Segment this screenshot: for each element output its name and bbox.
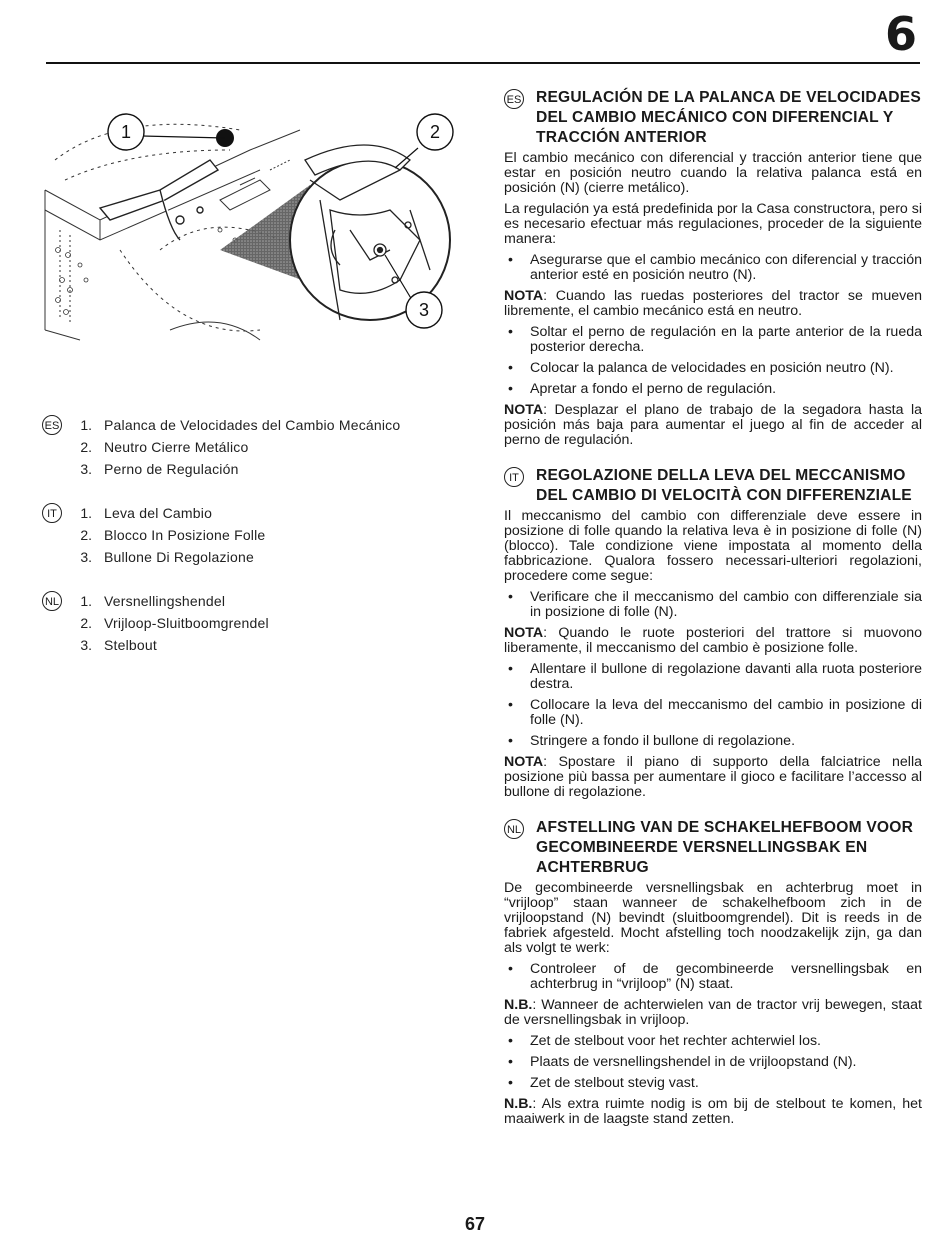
paragraph: La regulación ya está predefinida por la Casa constructora, pero si es necesario efectuar más regulaciones, proceder de la siguiente manera: — [504, 201, 922, 247]
section-title: AFSTELLING VAN DE SCHAKELHEFBOOM VOOR GECOMBINEERDE VERSNELLINGSBAK EN ACHTERBRUG — [536, 819, 914, 876]
legend-number: 2. — [80, 527, 92, 543]
legend-text: Vrijloop-Sluitboomgrendel — [104, 615, 269, 631]
legend-text: Bullone Di Regolazione — [104, 549, 254, 565]
note — [504, 1097, 922, 1127]
section-heading — [504, 88, 922, 148]
note-text: : Als extra ruimte nodig is om bij de stelbout te komen, het maaiwerk in de laagste stand zetten. — [504, 1096, 922, 1127]
bullet-text: Zet de stelbout voor het rechter achterwiel los. — [530, 1033, 821, 1049]
legend-number: 3. — [80, 461, 92, 477]
bullet-text: Collocare la leva del meccanismo del cambio in posizione di folle (N). — [530, 697, 922, 728]
legend-text: Versnellingshendel — [104, 593, 226, 609]
callout-2 — [417, 114, 453, 150]
callout-3 — [406, 292, 442, 328]
bullet-item — [504, 1055, 922, 1070]
note — [504, 998, 922, 1028]
header-rule — [46, 62, 920, 64]
legend-row — [42, 502, 482, 524]
section-es — [504, 88, 922, 448]
page-number: 67 — [464, 1214, 486, 1234]
legend-number: 3. — [80, 549, 92, 565]
legend-number: 1. — [80, 593, 92, 609]
legend-row — [42, 590, 482, 612]
bullet-icon: • — [508, 1054, 513, 1070]
bullet-item — [504, 962, 922, 992]
legend-group-nl — [42, 590, 482, 656]
section-nl — [504, 818, 922, 1127]
chapter-number: 6 — [884, 7, 918, 61]
paragraph: Il meccanismo del cambio con differenziale deve essere in posizione di folle quando la relativa leva è in posizione di folle (N) (blocco). Tale condizione viene impostata al momento della fabbricazione. Qualora fossero necessari-ulteriori regolazioni, procedere come segue: — [504, 508, 922, 584]
note-label: N.B. — [504, 1096, 533, 1112]
section-title: REGOLAZIONE DELLA LEVA DEL MECCANISMO DEL CAMBIO DI VELOCITÀ CON DIFFERENZIALE — [536, 467, 912, 504]
paragraph: De gecombineerde versnellingsbak en achterbrug moet in “vrijloop” staan wanneer de schakelhefboom zich in de vrijloopstand (N) bevindt (sluitboomgrendel). Dit is reeds in de fabriek afgesteld. Mocht afstelling toch noodzakelijk zijn, ga dan als volgt te werk: — [504, 880, 922, 956]
bullet-icon: • — [508, 360, 513, 376]
bullet-icon: • — [508, 381, 513, 397]
legend-row — [42, 436, 482, 458]
section-title: REGULACIÓN DE LA PALANCA DE VELOCIDADES DEL CAMBIO MECÁNICO CON DIFERENCIAL Y TRACCIÓN ANTERIOR — [536, 89, 921, 146]
legend-row — [42, 414, 482, 436]
legend-number: 2. — [80, 439, 92, 455]
bullet-icon: • — [508, 324, 513, 340]
callout-1-label: 1 — [120, 122, 132, 142]
note-label: NOTA — [504, 754, 544, 770]
callout-3-label: 3 — [418, 300, 430, 320]
note-text: : Cuando las ruedas posteriores del tractor se mueven libremente, el cambio mecánico está en neutro. — [504, 288, 922, 319]
bullet-item — [504, 1076, 922, 1091]
bullet-text: Verificare che il meccanismo del cambio con differenziale sia in posizione di folle (N). — [530, 589, 922, 620]
legend-group-it — [42, 502, 482, 568]
bullet-item — [504, 698, 922, 728]
note-text: : Desplazar el plano de trabajo de la segadora hasta la posición más baja para aumentar el juego al fin de acceder al perno de regulación. — [504, 402, 922, 448]
bullet-text: Plaats de versnellingshendel in de vrijloopstand (N). — [530, 1054, 857, 1070]
bullet-item — [504, 734, 922, 749]
paragraph: El cambio mecánico con diferencial y tracción anterior tiene que estar en posición neutro cuando la relativa palanca está en posición (N) (cierre metálico). — [504, 150, 922, 196]
note — [504, 755, 922, 800]
legend-number: 2. — [80, 615, 92, 631]
lang-badge-nl: NL — [504, 819, 524, 839]
legend-group-es — [42, 414, 482, 480]
bullet-text: Allentare il bullone di regolazione davanti alla ruota posteriore destra. — [530, 661, 922, 692]
lang-badge-nl: NL — [42, 591, 62, 611]
callout-1 — [108, 114, 144, 150]
legend-text: Leva del Cambio — [104, 505, 213, 521]
bullet-icon: • — [508, 697, 513, 713]
note-label: N.B. — [504, 997, 533, 1013]
bullet-item — [504, 590, 922, 620]
figure-legend — [42, 414, 482, 678]
bullet-text: Stringere a fondo il bullone di regolazione. — [530, 733, 796, 749]
section-heading — [504, 818, 922, 878]
bullet-item — [504, 662, 922, 692]
legend-text: Neutro Cierre Metálico — [104, 439, 249, 455]
bullet-icon: • — [508, 961, 513, 977]
note — [504, 626, 922, 656]
bullet-icon: • — [508, 661, 513, 677]
legend-row — [42, 458, 482, 480]
bullet-icon: • — [508, 733, 513, 749]
legend-text: Stelbout — [104, 637, 157, 653]
lang-badge-es: ES — [504, 89, 524, 109]
bullet-text: Colocar la palanca de velocidades en posición neutro (N). — [530, 360, 894, 376]
lang-badge-it: IT — [42, 503, 62, 523]
lang-badge-it: IT — [504, 467, 524, 487]
legend-row — [42, 524, 482, 546]
note — [504, 289, 922, 319]
legend-row — [42, 612, 482, 634]
note-label: NOTA — [504, 288, 544, 304]
legend-row — [42, 546, 482, 568]
bullet-text: Apretar a fondo el perno de regulación. — [530, 381, 777, 397]
bullet-item — [504, 382, 922, 397]
legend-text: Palanca de Velocidades del Cambio Mecánico — [104, 417, 401, 433]
callout-2-label: 2 — [429, 122, 441, 142]
bullet-item — [504, 1034, 922, 1049]
gear-lever-illustration — [40, 90, 480, 390]
legend-text: Blocco In Posizione Folle — [104, 527, 266, 543]
bullet-icon: • — [508, 589, 513, 605]
bullet-icon: • — [508, 1033, 513, 1049]
bullet-text: Zet de stelbout stevig vast. — [530, 1075, 699, 1091]
illustration-svg — [40, 90, 480, 390]
bullet-item — [504, 361, 922, 376]
bullet-item — [504, 253, 922, 283]
bullet-icon: • — [508, 1075, 513, 1091]
note-label: NOTA — [504, 402, 544, 418]
note-text: : Wanneer de achterwielen van de tractor vrij bewegen, staat de versnellingsbak in vrijloop. — [504, 997, 922, 1028]
legend-number: 1. — [80, 417, 92, 433]
bullet-item — [504, 325, 922, 355]
note-text: : Quando le ruote posteriori del trattore si muovono liberamente, il meccanismo del cambio è posizione folle. — [504, 625, 922, 656]
note-label: NOTA — [504, 625, 544, 641]
note — [504, 403, 922, 448]
legend-text: Perno de Regulación — [104, 461, 239, 477]
legend-number: 1. — [80, 505, 92, 521]
bullet-text: Soltar el perno de regulación en la parte anterior de la rueda posterior derecha. — [530, 324, 922, 355]
bullet-icon: • — [508, 252, 513, 268]
section-heading — [504, 466, 922, 506]
section-it — [504, 466, 922, 800]
instruction-column — [504, 88, 922, 1145]
lang-badge-es: ES — [42, 415, 62, 435]
bullet-text: Asegurarse que el cambio mecánico con diferencial y tracción anterior esté en posición neutro (N). — [530, 252, 922, 283]
legend-row — [42, 634, 482, 656]
bullet-text: Controleer of de gecombineerde versnellingsbak en achterbrug in “vrijloop” (N) staat. — [530, 961, 922, 992]
legend-number: 3. — [80, 637, 92, 653]
note-text: : Spostare il piano di supporto della falciatrice nella posizione più bassa per aumentare il gioco e facilitare l’accesso al bullone di regolazione. — [504, 754, 922, 800]
